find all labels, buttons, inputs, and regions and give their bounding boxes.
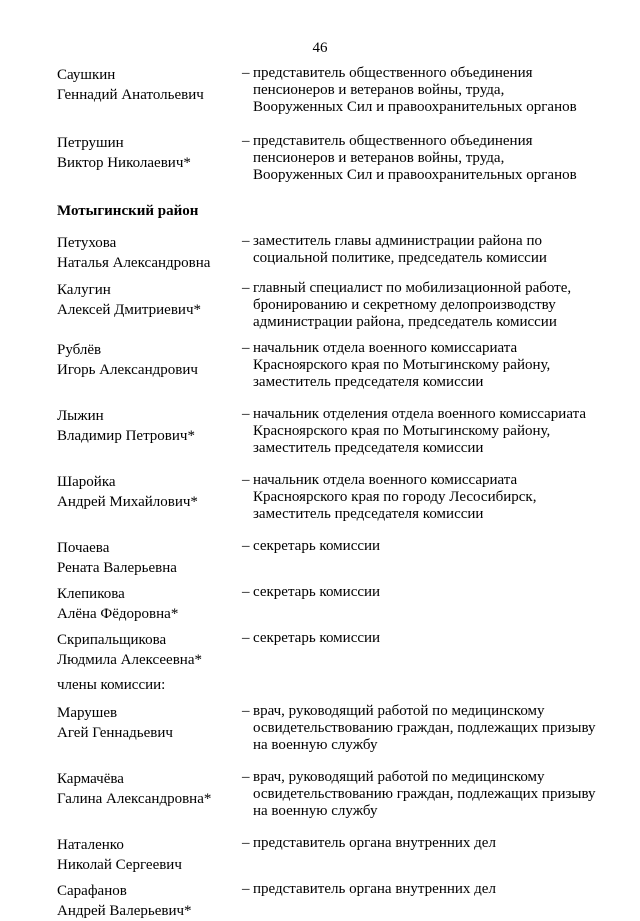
person-role	[242, 65, 597, 116]
list-item	[57, 835, 597, 875]
given-names: Алексей Дмитриевич*	[57, 302, 201, 318]
person-role	[242, 280, 597, 331]
person-name	[57, 835, 242, 875]
dash: –	[242, 835, 250, 851]
given-names: Галина Александровна*	[57, 791, 212, 807]
given-names: Рената Валерьевна	[57, 560, 177, 576]
role-text: представитель органа внутренних дел	[253, 835, 496, 851]
role-text: секретарь комиссии	[253, 584, 381, 600]
role-text: врач, руководящий работой по медицинскому освидетельствованию граждан, подлежащих призыву на военную службу	[253, 769, 596, 819]
person-name	[57, 630, 242, 670]
person-name	[57, 769, 242, 809]
surname: Почаева	[57, 540, 110, 556]
person-role	[242, 881, 597, 898]
person-role	[242, 584, 597, 601]
list-item	[57, 133, 597, 184]
role-text: начальник отделения отдела военного комиссариата Красноярского края по Мотыгинскому району, заместитель председателя комиссии	[253, 406, 586, 456]
dash: –	[242, 472, 250, 488]
given-names: Андрей Михайлович*	[57, 494, 198, 510]
role-text: начальник отдела военного комиссариата Красноярского края по Мотыгинскому району, заместитель председателя комиссии	[253, 340, 551, 390]
role-text: главный специалист по мобилизационной работе, бронированию и секретному делопроизводству администрации района, председатель комиссии	[253, 280, 572, 330]
given-names: Людмила Алексеевна*	[57, 652, 202, 668]
person-role	[242, 769, 597, 820]
person-role	[242, 340, 597, 391]
surname: Калугин	[57, 282, 111, 298]
person-name	[57, 340, 242, 380]
dash: –	[242, 65, 250, 81]
role-text: представитель общественного объединения пенсионеров и ветеранов войны, труда, Вооруженных Сил и правоохранительных органов	[253, 133, 577, 183]
person-role	[242, 703, 597, 754]
role-text: врач, руководящий работой по медицинскому освидетельствованию граждан, подлежащих призыву на военную службу	[253, 703, 596, 753]
person-name	[57, 584, 242, 624]
list-item	[57, 65, 597, 116]
role-text: начальник отдела военного комиссариата Красноярского края по городу Лесосибирск, заместитель председателя комиссии	[253, 472, 537, 522]
person-name	[57, 233, 242, 273]
dash: –	[242, 133, 250, 149]
role-text: представитель общественного объединения пенсионеров и ветеранов войны, труда, Вооруженных Сил и правоохранительных органов	[253, 65, 577, 115]
list-item	[57, 233, 597, 273]
person-role	[242, 406, 597, 457]
dash: –	[242, 340, 250, 356]
person-name	[57, 280, 242, 320]
list-item	[57, 881, 597, 921]
surname: Клепикова	[57, 586, 125, 602]
list-item	[57, 769, 597, 820]
list-item	[57, 703, 597, 754]
surname: Рублёв	[57, 342, 102, 358]
dash: –	[242, 233, 250, 249]
given-names: Андрей Валерьевич*	[57, 903, 192, 919]
dash: –	[242, 703, 250, 719]
person-role	[242, 472, 597, 523]
section-title: Мотыгинский район	[57, 203, 199, 219]
surname: Саушкин	[57, 67, 116, 83]
page-number: 46	[312, 40, 328, 56]
person-name	[57, 65, 242, 105]
person-name	[57, 703, 242, 743]
list-item	[57, 584, 597, 624]
surname: Шаройка	[57, 474, 116, 490]
dash: –	[242, 280, 250, 296]
given-names: Агей Геннадьевич	[57, 725, 173, 741]
person-name	[57, 881, 242, 921]
given-names: Геннадий Анатольевич	[57, 87, 204, 103]
dash: –	[242, 630, 250, 646]
surname: Наталенко	[57, 837, 124, 853]
given-names: Николай Сергеевич	[57, 857, 182, 873]
role-text: секретарь комиссии	[253, 538, 381, 554]
person-name	[57, 406, 242, 446]
given-names: Виктор Николаевич*	[57, 155, 191, 171]
person-name	[57, 133, 242, 173]
role-text: представитель органа внутренних дел	[253, 881, 496, 897]
person-role	[242, 835, 597, 852]
surname: Марушев	[57, 705, 118, 721]
commission-list	[57, 65, 597, 921]
person-role	[242, 233, 597, 267]
person-role	[242, 630, 597, 647]
list-item	[57, 280, 597, 331]
person-name	[57, 538, 242, 578]
list-item	[57, 538, 597, 578]
surname: Скрипальщикова	[57, 632, 167, 648]
dash: –	[242, 538, 250, 554]
members-label: члены комиссии:	[57, 677, 166, 693]
person-role	[242, 538, 597, 555]
list-item	[57, 340, 597, 391]
dash: –	[242, 584, 250, 600]
given-names: Алёна Фёдоровна*	[57, 606, 179, 622]
given-names: Владимир Петрович*	[57, 428, 195, 444]
list-item	[57, 472, 597, 523]
surname: Лыжин	[57, 408, 104, 424]
surname: Сарафанов	[57, 883, 127, 899]
person-role	[242, 133, 597, 184]
role-text: заместитель главы администрации района по социальной политике, председатель комиссии	[253, 233, 547, 266]
list-item	[57, 630, 597, 670]
dash: –	[242, 406, 250, 422]
given-names: Игорь Александрович	[57, 362, 198, 378]
surname: Петрушин	[57, 135, 124, 151]
dash: –	[242, 769, 250, 785]
given-names: Наталья Александровна	[57, 255, 211, 271]
role-text: секретарь комиссии	[253, 630, 381, 646]
list-item	[57, 406, 597, 457]
person-name	[57, 472, 242, 512]
dash: –	[242, 881, 250, 897]
surname: Петухова	[57, 235, 117, 251]
surname: Кармачёва	[57, 771, 124, 787]
